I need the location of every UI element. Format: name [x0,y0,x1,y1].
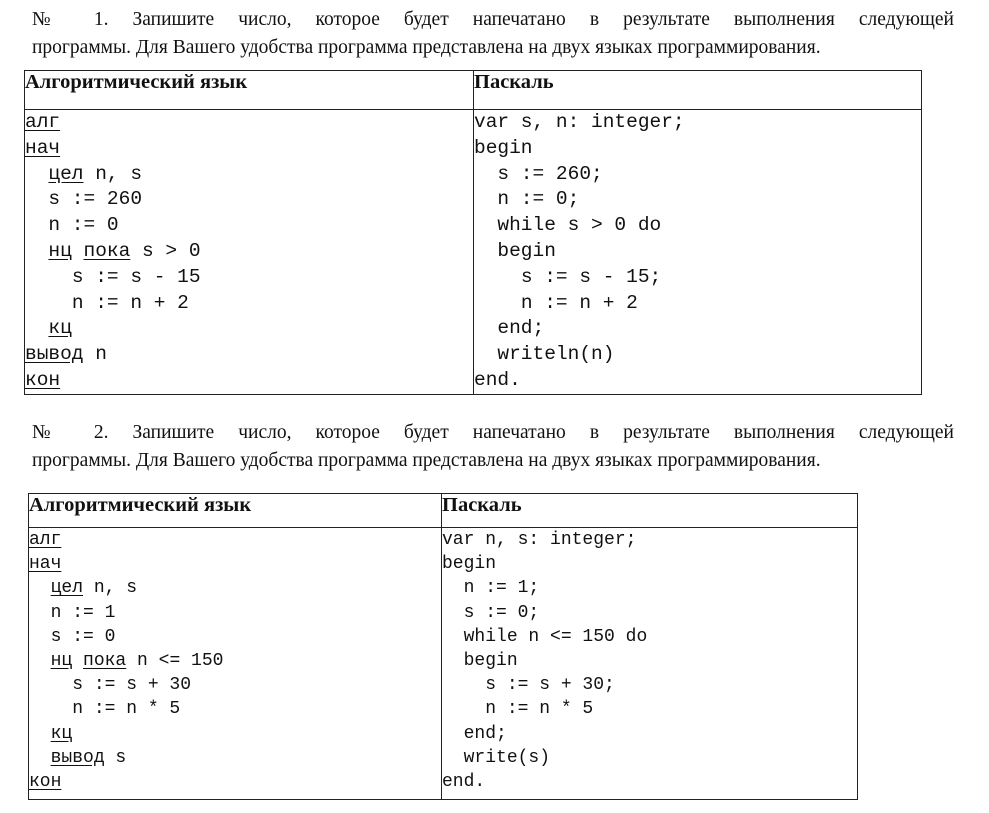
code-line: s := s - 15 [71,265,201,288]
code-table-2 [28,493,858,800]
code-line: s := 260 [48,188,143,211]
header-pascal: Паскаль [442,494,858,528]
task-1-statement [32,6,954,62]
code-line: кон [29,772,62,793]
code-line: n := n * 5 [485,699,594,720]
code-line: s := 0 [50,626,116,647]
code-line: end; [463,723,507,744]
code-line: алг [25,111,61,133]
pascal-code-cell [474,110,922,395]
code-line: n := 1; [463,578,540,599]
code-line: s := s + 30; [485,675,615,696]
code-line: var n, s: integer; [442,530,637,550]
code-line: write(s) [463,747,551,768]
code-line: begin [497,239,556,262]
code-line: нц пока n <= 150 [50,651,224,672]
code-line: while n <= 150 do [463,626,648,647]
header-pascal: Паскаль [474,71,922,110]
algorithmic-code-cell [25,110,474,395]
code-table-1 [24,70,922,395]
task-2-statement [32,419,954,475]
algorithmic-code-cell [29,528,442,800]
task-1-line-2: программы. Для Вашего удобства программа представлена на двух языках программирования. [32,37,821,58]
code-line: s := s + 30 [72,675,192,696]
code-line: вывод s [50,747,127,768]
header-algorithmic: Алгоритмический язык [29,494,442,528]
code-line: end. [442,772,486,793]
code-line: алг [29,530,62,550]
code-line: вывод n [25,343,107,366]
pascal-code-cell [442,528,858,800]
code-line: кц [48,317,72,340]
code-line: n := 1 [50,602,116,623]
code-line: нач [25,136,61,159]
task-2-line-2: программы. Для Вашего удобства программа представлена на двух языках программирования. [32,450,821,471]
code-line: нач [29,554,62,575]
task-2-line-1: № 2. Запишите число, которое будет напечатано в результате выполнения следующей [32,422,954,443]
code-line: writeln(n) [497,343,615,366]
code-line: кц [50,723,73,744]
code-line: while s > 0 do [497,214,662,237]
code-line: n := n + 2 [520,291,638,314]
code-line: s := 0; [463,602,540,623]
code-line: begin [442,554,497,575]
code-line: цел n, s [50,578,138,599]
code-line: var s, n: integer; [474,111,685,133]
code-line: n := 0 [48,214,119,237]
code-line: n := n * 5 [72,699,181,720]
task-1-line-1: № 1. Запишите число, которое будет напечатано в результате выполнения следующей [32,9,954,30]
code-line: s := 260; [497,162,603,185]
code-line: нц пока s > 0 [48,239,201,262]
code-line: n := 0; [497,188,580,211]
code-line: end; [497,317,545,340]
code-line: n := n + 2 [71,291,189,314]
code-line: begin [463,651,518,672]
code-line: s := s - 15; [520,265,662,288]
code-line: цел n, s [48,162,143,185]
code-line: begin [474,136,533,159]
code-line: кон [25,368,61,391]
code-line: end. [474,368,521,391]
header-algorithmic: Алгоритмический язык [25,71,474,110]
